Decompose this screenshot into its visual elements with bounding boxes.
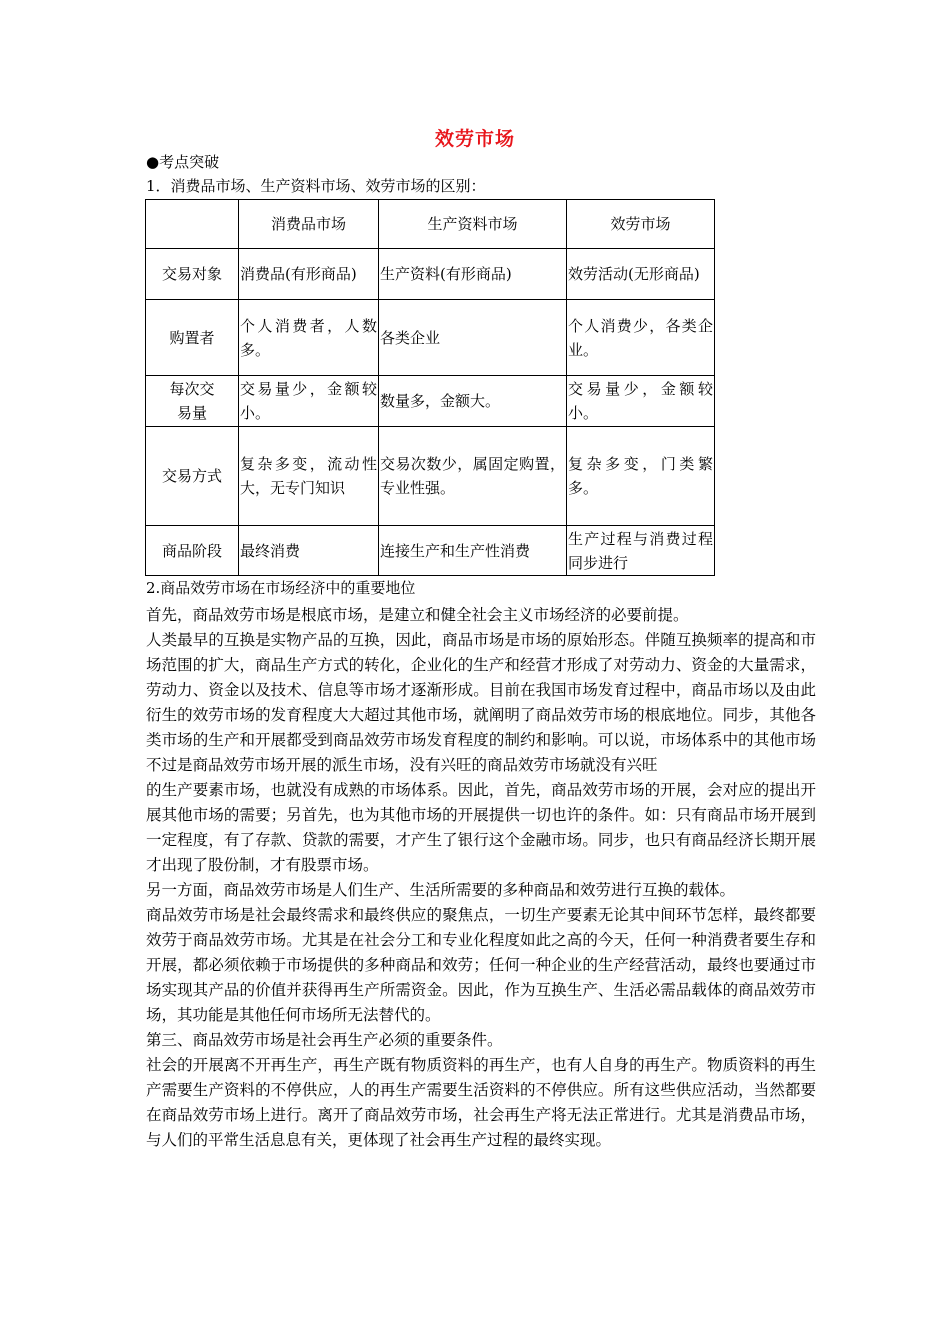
row-label: 交易对象 bbox=[146, 249, 239, 300]
table-header-cell: 生产资料市场 bbox=[379, 200, 567, 249]
row-label: 交易方式 bbox=[146, 427, 239, 526]
paragraph: 人类最早的互换是实物产品的互换，因此，商品市场是市场的原始形态。伴随互换频率的提高和市场范围的扩大，商品生产方式的转化，企业化的生产和经营才形成了对劳动力、资金的大量需求，劳动力、资金以及技术、信息等市场才逐渐形成。目前在我国市场发育过程中，商品市场以及由此衍生的效劳市场的发育程度大大超过其他市场，就阐明了商品效劳市场的根底地位。同步，其他各类市场的生产和开展都受到商品效劳市场发育程度的制约和影响。可以说，市场体系中的其他市场不过是商品效劳市场开展的派生市场，没有兴旺的商品效劳市场就没有兴旺 bbox=[146, 631, 816, 774]
table-cell: 复杂多变，流动性大，无专门知识 bbox=[239, 427, 379, 526]
paragraph: 商品效劳市场是社会最终需求和最终供应的聚焦点，一切生产要素无论其中间环节怎样，最终都要效劳于商品效劳市场。尤其是在社会分工和专业化程度如此之高的今天，任何一种消费者要生存和开展，都必须依赖于市场提供的多种商品和效劳；任何一种企业的生产经营活动，最终也要通过市场实现其产品的价值并获得再生产所需资金。因此，作为互换生产、生活必需品载体的商品效劳市场，其功能是其他任何市场所无法替代的。 bbox=[146, 906, 816, 1024]
table-cell: 最终消费 bbox=[239, 526, 379, 576]
page-title: 效劳市场 bbox=[434, 128, 515, 150]
paragraph: 另一方面，商品效劳市场是人们生产、生活所需要的多种商品和效劳进行互换的载体。 bbox=[146, 881, 736, 899]
table-header-cell bbox=[146, 200, 239, 249]
question-1-heading: 1．消费品市场、生产资料市场、效劳市场的区别： bbox=[146, 177, 486, 195]
table-header-cell: 效劳市场 bbox=[567, 200, 715, 249]
table-row bbox=[146, 300, 715, 376]
table-cell: 交易次数少，属固定购置，专业性强。 bbox=[379, 427, 567, 526]
table-row bbox=[146, 526, 715, 576]
section-heading: ●考点突破 bbox=[146, 153, 220, 171]
table-cell: 交易量少，金额较小。 bbox=[567, 376, 715, 427]
paragraph: 的生产要素市场，也就没有成熟的市场体系。因此，首先，商品效劳市场的开展，会对应的提出开展其他市场的需要；另首先，也为其他市场的开展提供一切也许的条件。如：只有商品市场开展到一定程度，有了存款、贷款的需要，才产生了银行这个金融市场。同步，也只有商品经济长期开展才出现了股份制，才有股票市场。 bbox=[146, 781, 816, 874]
row-label: 购置者 bbox=[146, 300, 239, 376]
comparison-table bbox=[145, 199, 715, 576]
paragraph: 社会的开展离不开再生产，再生产既有物质资料的再生产，也有人自身的再生产。物质资料的再生产需要生产资料的不停供应，人的再生产需要生活资料的不停供应。所有这些供应活动，当然都要在商品效劳市场上进行。离开了商品效劳市场，社会再生产将无法正常进行。尤其是消费品市场，与人们的平常生活息息有关，更体现了社会再生产过程的最终实现。 bbox=[146, 1056, 816, 1149]
paragraph: 第三、商品效劳市场是社会再生产必须的重要条件。 bbox=[146, 1031, 503, 1049]
table-cell: 数量多，金额大。 bbox=[379, 376, 567, 427]
table-row bbox=[146, 249, 715, 300]
row-label: 商品阶段 bbox=[146, 526, 239, 576]
table-cell: 复杂多变，门类繁多。 bbox=[567, 427, 715, 526]
table-row bbox=[146, 376, 715, 427]
table-cell: 个人消费少，各类企业。 bbox=[567, 300, 715, 376]
body-text bbox=[146, 603, 816, 1153]
table-cell: 消费品(有形商品) bbox=[239, 249, 379, 300]
table-cell: 效劳活动(无形商品) bbox=[567, 249, 715, 300]
question-2-heading: 2.商品效劳市场在市场经济中的重要地位 bbox=[146, 579, 416, 597]
table-cell: 生产资料(有形商品) bbox=[379, 249, 567, 300]
table-cell: 生产过程与消费过程同步进行 bbox=[567, 526, 715, 576]
table-cell: 连接生产和生产性消费 bbox=[379, 526, 567, 576]
table-cell: 个人消费者，人数多。 bbox=[239, 300, 379, 376]
table-cell: 各类企业 bbox=[379, 300, 567, 376]
paragraph: 首先，商品效劳市场是根底市场，是建立和健全社会主义市场经济的必要前提。 bbox=[146, 606, 689, 624]
table-header-row bbox=[146, 200, 715, 249]
row-label: 每次交易量 bbox=[146, 376, 239, 427]
table-header-cell: 消费品市场 bbox=[239, 200, 379, 249]
table-cell: 交易量少，金额较小。 bbox=[239, 376, 379, 427]
table-row bbox=[146, 427, 715, 526]
